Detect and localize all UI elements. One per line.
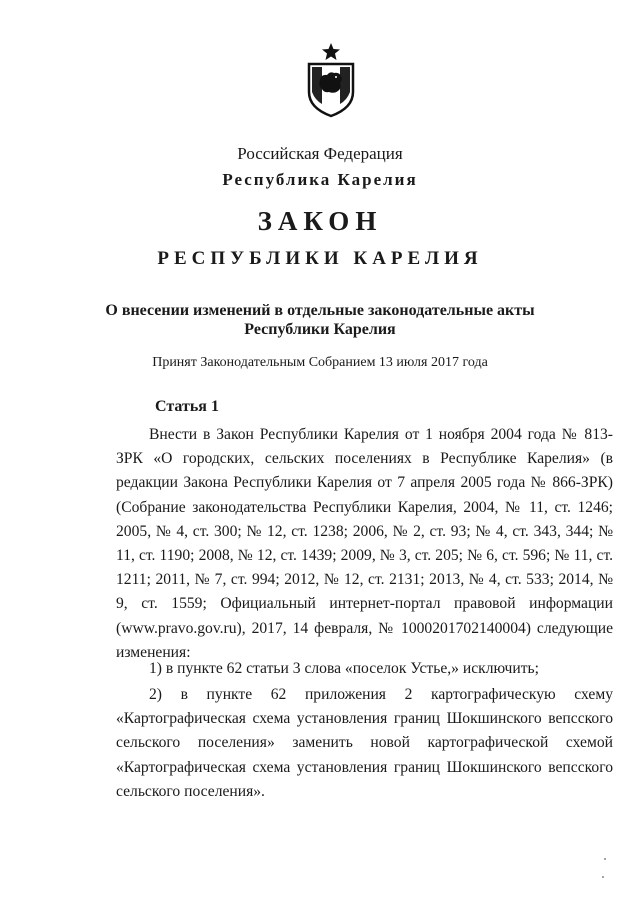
law-name-line2: Республики Карелия	[244, 321, 396, 338]
scan-speck	[602, 876, 604, 878]
article-item-2: 2) в пункте 62 приложения 2 картографическую схему «Картографическая схема установления границ Шокшинского вепсского сельского поселения» заменить новой картографической схемой «Картографическая схема установления границ Шокшинского вепсского сельского поселения».	[116, 686, 613, 800]
country-name: Российская Федерация	[237, 144, 403, 163]
scan-speck	[604, 858, 606, 860]
law-name	[0, 301, 640, 339]
karelia-coat-of-arms-icon	[303, 42, 359, 118]
article-item-1: 1) в пункте 62 статьи 3 слова «поселок Устье,» исключить;	[149, 660, 539, 677]
law-title: ЗАКОН	[257, 206, 383, 236]
article-intro-paragraph: Внести в Закон Республики Карелия от 1 ноября 2004 года № 813-ЗРК «О городских, сельских поселениях в Республике Карелия» (в редакции Закона Республики Карелия от 7 апреля 2005 года № 866-ЗРК) (Собрание законодательства Республики Карелия, 2004, № 11, ст. 1246; 2005, № 4, ст. 300; № 12, ст. 1238; 2006, № 2, ст. 93; № 4, ст. 343, 344; № 11, ст. 1190; 2008, № 12, ст. 1439; 2009, № 3, ст. 205; № 6, ст. 596; № 11, ст. 1211; 2011, № 7, ст. 994; 2012, № 12, ст. 2131; 2013, № 4, ст. 533; 2014, № 9, ст. 1559; Официальный интернет-портал правовой информации (www.pravo.gov.ru), 2017, 14 февраля, № 1000201702140004) следующие изменения:	[116, 426, 613, 661]
law-name-line1: О внесении изменений в отдельные законодательные акты	[105, 302, 535, 319]
law-subtitle: РЕСПУБЛИКИ КАРЕЛИЯ	[157, 248, 483, 269]
republic-name: Республика Карелия	[222, 170, 418, 189]
adoption-date: Принят Законодательным Собранием 13 июля 2017 года	[152, 355, 488, 370]
article-heading: Статья 1	[155, 398, 219, 415]
